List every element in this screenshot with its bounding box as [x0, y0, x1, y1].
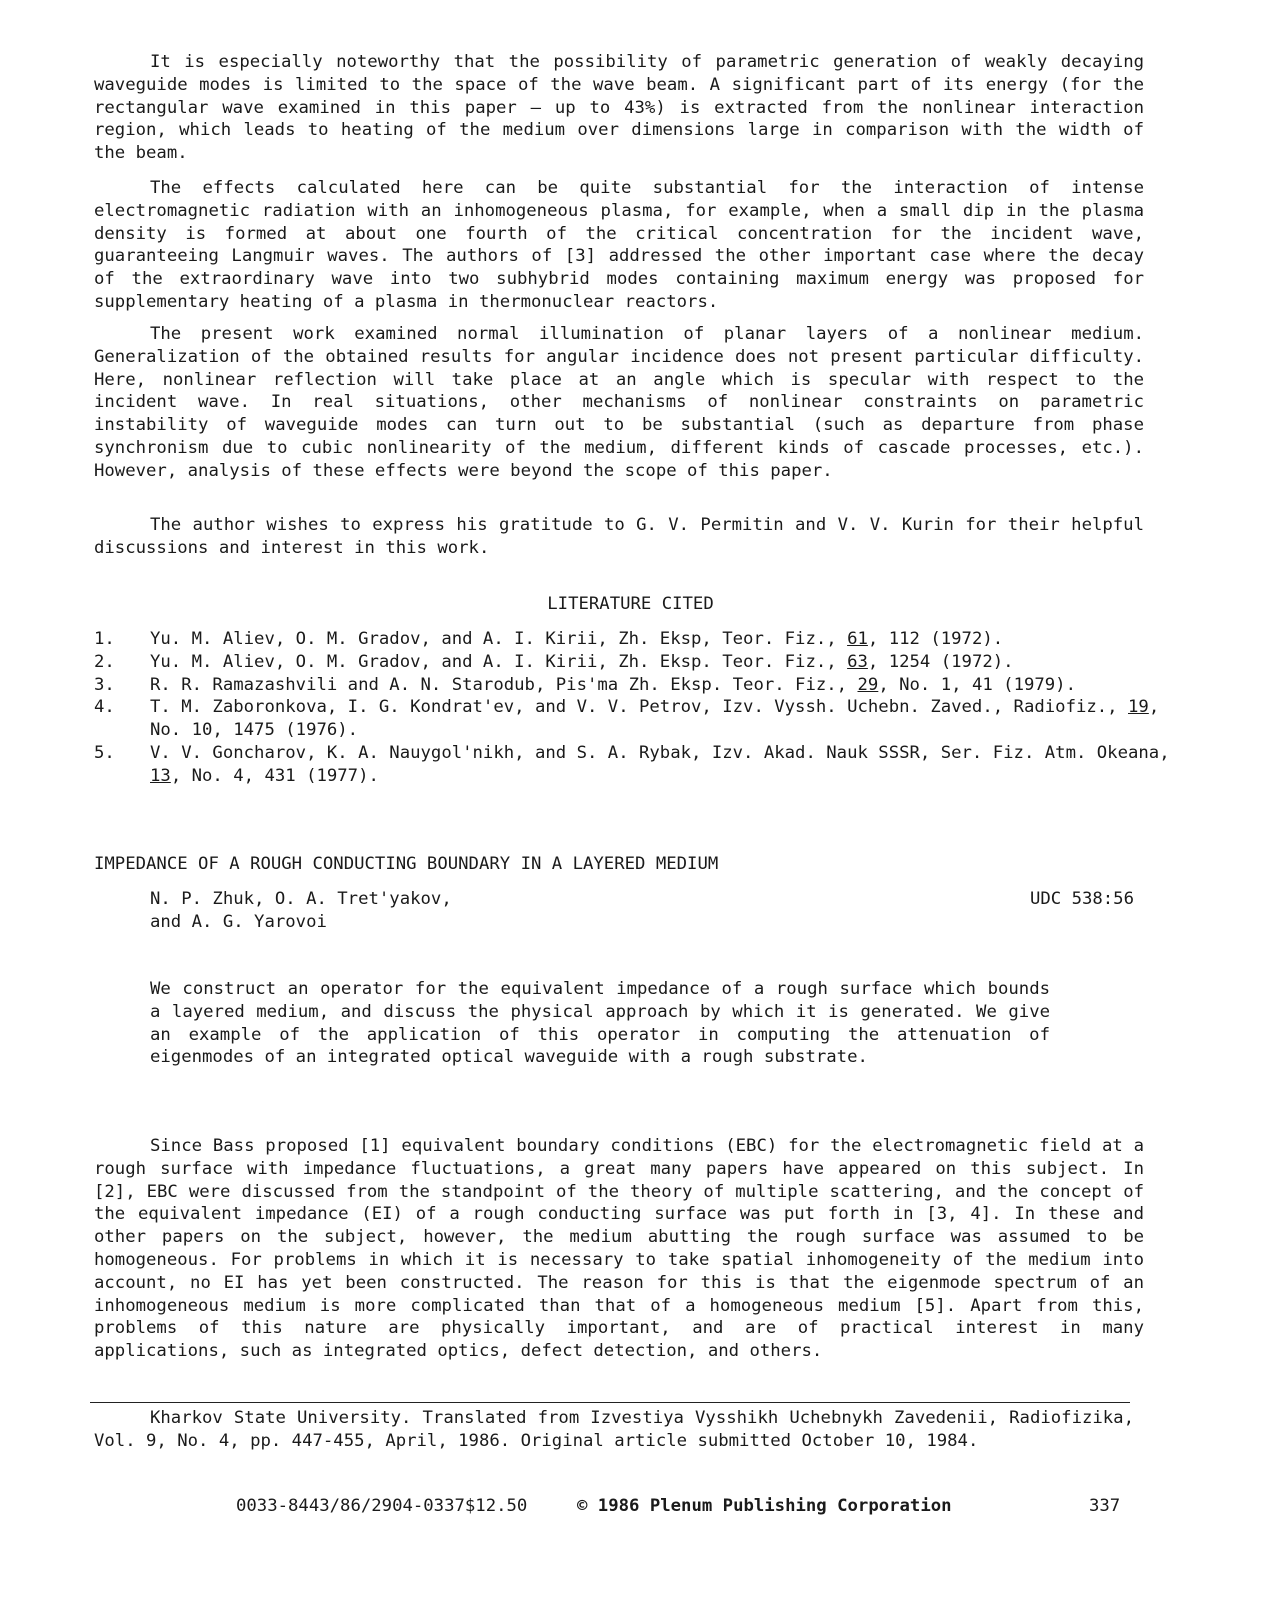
reference-number: 3.: [94, 674, 115, 695]
reference-details: , No. 1, 41 (1979).: [878, 674, 1076, 695]
paragraph-2: The effects calculated here can be quite substantial for the interaction of intense electromagnetic radiation with an inhomogeneous plasma, for example, when a small dip in the plasma density is formed at about one fourth of the critical concentration for the incident wave, guaranteeing Langmuir waves. The authors of [3] addressed the other important case where the decay of the extraordinary wave into two subhybrid modes containing maximum energy was proposed for supplementary heating of a plasma in thermonuclear reactors.: [94, 178, 1144, 312]
acknowledgment-paragraph: The author wishes to express his gratitude to G. V. Permitin and V. V. Kurin for their helpful discussions and interest in this work.: [94, 515, 1144, 558]
reference-volume: 13: [150, 765, 171, 786]
article-title: IMPEDANCE OF A ROUGH CONDUCTING BOUNDARY IN A LAYERED MEDIUM: [94, 854, 719, 874]
reference-number: 1.: [94, 629, 115, 649]
article-body-paragraph: Since Bass proposed [1] equivalent boundary conditions (EBC) for the electromagnetic field at a rough surface with impedance fluctuations, a great many papers have appeared on this subject. In [2], EBC were discussed from the standpoint of the theory of multiple scattering, and the concept of the equivalent impedance (EI) of a rough conducting surface was put forth in [3, 4]. In these and other papers on the subject, however, the medium abutting the rough surface was assumed to be homogeneous. For problems in which it is necessary to take spatial inhomogeneity of the medium into account, no EI has yet been constructed. The reason for this is that the eigenmode spectrum of an inhomogeneous medium is more complicated than that of a homogeneous medium [5]. Apart from this, problems of this nature are physically important, and are of practical interest in many applications, such as integrated optics, defect detection, and others.: [94, 1136, 1144, 1362]
reference-authors-journal: Yu. M. Aliev, O. M. Gradov, and A. I. Kirii, Zh. Eksp, Teor. Fiz.,: [150, 629, 848, 649]
udc-code: UDC 538:56: [1029, 889, 1134, 909]
reference-details: , 112 (1972).: [867, 629, 1004, 649]
reference-authors-journal: V. V. Goncharov, K. A. Nauygol'nikh, and S. A. Rybak, Izv. Akad. Nauk SSSR, Ser. Fiz. Atm. Okeana,: [150, 742, 1170, 763]
reference-text: [150, 696, 1174, 742]
reference-volume: 63: [847, 651, 868, 672]
reference-text: [150, 742, 1174, 788]
authors-line: and A. G. Yarovoi: [150, 911, 327, 932]
reference-number: 5.: [94, 742, 115, 763]
reference-list: [94, 628, 1174, 788]
reference-authors-journal: T. M. Zaboronkova, I. G. Kondrat'ev, and V. V. Petrov, Izv. Vyssh. Uchebn. Zaved., Radiofiz.,: [150, 697, 1128, 718]
reference-details: , No. 10, 1475 (1976).: [150, 697, 1160, 741]
reference-item: [94, 628, 1174, 651]
paragraph-1: It is especially noteworthy that the possibility of parametric generation of weakly decaying waveguide modes is limited to the space of the wave beam. A significant part of its energy (for the rectangular wave examined in this paper — up to 43%) is extracted from the nonlinear interaction region, which leads to heating of the medium over dimensions large in comparison with the width of the beam.: [94, 52, 1144, 164]
article-abstract: We construct an operator for the equivalent impedance of a rough surface which bounds a layered medium, and discuss the physical approach by which it is generated. We give an example of the application of this operator in computing the attenuation of eigenmodes of an integrated optical waveguide with a rough substrate.: [150, 979, 1050, 1068]
journal-code: 0033-8443/86/2904-0337$12.50: [236, 1496, 528, 1516]
article-authors: [150, 888, 650, 934]
literature-cited-heading: LITERATURE CITED: [547, 594, 714, 614]
reference-text: [150, 674, 1174, 697]
reference-volume: 61: [847, 629, 868, 649]
reference-details: , 1254 (1972).: [867, 651, 1014, 672]
page-footer: [0, 1495, 1261, 1521]
reference-authors-journal: R. R. Ramazashvili and A. N. Starodub, Pis'ma Zh. Eksp. Teor. Fiz.,: [150, 674, 858, 695]
reference-item: [94, 674, 1174, 697]
reference-details: , No. 4, 431 (1977).: [170, 765, 379, 786]
page-number: 337: [1089, 1496, 1121, 1516]
authors-line: N. P. Zhuk, O. A. Tret'yakov,: [150, 889, 452, 909]
reference-volume: 29: [857, 674, 879, 695]
paragraph-3: The present work examined normal illumination of planar layers of a nonlinear medium. Generalization of the obtained results for angular incidence does not present particular difficulty. Here, nonlinear reflection will take place at an angle which is specular with respect to the incident wave. In real situations, other mechanisms of nonlinear constraints on parametric instability of waveguide modes can turn out to be substantial (such as departure from phase synchronism due to cubic nonlinearity of the medium, different kinds of cascade processes, etc.). However, analysis of these effects were beyond the scope of this paper.: [94, 324, 1144, 481]
reference-authors-journal: Yu. M. Aliev, O. M. Gradov, and A. I. Kirii, Zh. Eksp. Teor. Fiz.,: [150, 651, 848, 672]
footnote-divider: [90, 1402, 1130, 1403]
reference-volume: 19: [1128, 697, 1149, 718]
reference-item: [94, 742, 1174, 788]
reference-item: [94, 651, 1174, 674]
reference-text: [150, 651, 1174, 674]
reference-text: [150, 628, 1174, 651]
reference-item: [94, 696, 1174, 742]
reference-number: 2.: [94, 651, 115, 672]
footnote: Kharkov State University. Translated from Izvestiya Vysshikh Uchebnykh Zavedenii, Radiofizika, Vol. 9, No. 4, pp. 447-455, April, 1986. Original article submitted October 10, 1984.: [94, 1408, 1134, 1451]
reference-number: 4.: [94, 697, 115, 718]
copyright-notice: © 1986 Plenum Publishing Corporation: [577, 1496, 952, 1516]
